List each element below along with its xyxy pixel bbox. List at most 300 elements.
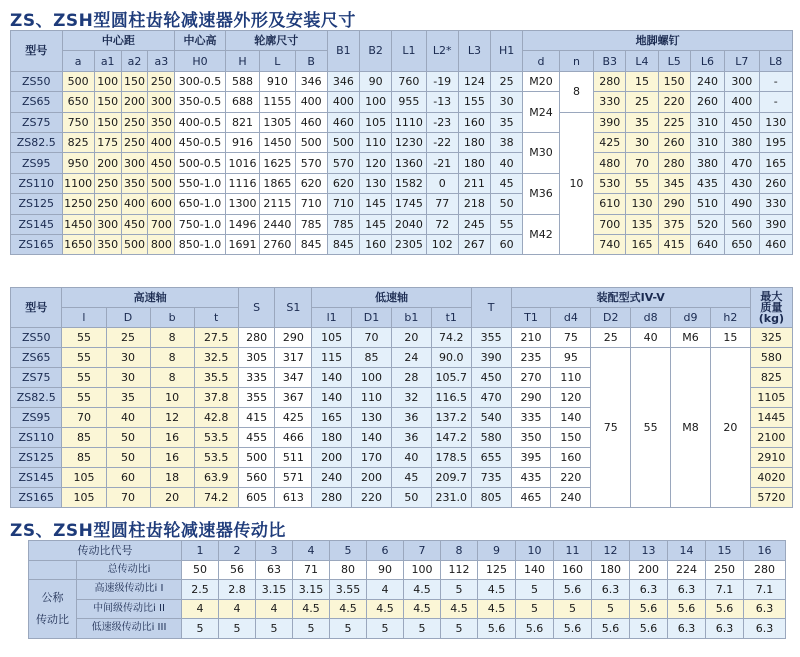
table-cell: 1110 <box>392 112 426 132</box>
row-model: ZS82.5 <box>11 388 62 408</box>
table-cell: 200 <box>94 153 121 173</box>
table-cell: 310 <box>690 132 724 152</box>
table-cell: 90.0 <box>431 348 471 368</box>
table-cell: 140 <box>551 408 591 428</box>
table-cell: 25 <box>491 71 523 91</box>
subheader-col: d <box>523 51 560 71</box>
table-cell: 490 <box>725 194 759 214</box>
table-cell: 450 <box>148 153 175 173</box>
table-cell: 55 <box>62 368 106 388</box>
table-cell: 42.8 <box>194 408 238 428</box>
table-row <box>29 560 786 580</box>
table-cell: 3.15 <box>256 580 293 600</box>
table-cell: 105 <box>62 488 106 508</box>
table-cell: 4 <box>367 580 404 600</box>
table-cell: 27.5 <box>194 328 238 348</box>
header-anchor-bolt: 地脚螺钉 <box>523 31 793 51</box>
header-max-weight <box>750 288 792 328</box>
subheader-col: D1 <box>352 308 392 328</box>
table-cell: 735 <box>471 468 511 488</box>
table-cell: 350 <box>121 173 148 193</box>
ratio-code: 1 <box>182 541 219 561</box>
table-cell: 20 <box>391 328 431 348</box>
table-cell: 350 <box>148 112 175 132</box>
table-cell: 25 <box>626 92 658 112</box>
table-cell: 1300 <box>225 194 259 214</box>
table-cell: 112 <box>441 560 478 580</box>
header-model: 型号 <box>11 31 63 72</box>
table-cell: 8 <box>150 348 194 368</box>
table-cell: 28 <box>391 368 431 388</box>
table-cell: 50 <box>182 560 219 580</box>
table-cell: 450 <box>471 368 511 388</box>
table-cell: 53.5 <box>194 448 238 468</box>
table-cell: 2.8 <box>219 580 256 600</box>
row-model: ZS165 <box>11 234 63 254</box>
bolt-d-cell: M42 <box>523 214 560 255</box>
subheader-col: L5 <box>658 51 690 71</box>
table-cell: 80 <box>330 560 367 580</box>
table-cell: 571 <box>275 468 312 488</box>
table-cell: 655 <box>471 448 511 468</box>
subheader-col: D2 <box>591 308 631 328</box>
table-cell: 7.1 <box>744 580 786 600</box>
subheader-col: H0 <box>175 51 225 71</box>
table-cell: 588 <box>225 71 259 91</box>
table-cell: 460 <box>759 234 793 254</box>
table-cell: 53.5 <box>194 428 238 448</box>
table-cell: 785 <box>295 214 327 234</box>
subheader-col: L8 <box>759 51 793 71</box>
table-cell: 5 <box>516 599 554 619</box>
table-cell: 120 <box>551 388 591 408</box>
table-cell: 90 <box>367 560 404 580</box>
table-cell: 3.15 <box>293 580 330 600</box>
table-cell: 260 <box>690 92 724 112</box>
table-cell: 390 <box>594 112 626 132</box>
table-cell: 77 <box>426 194 458 214</box>
table-cell: 90 <box>360 71 392 91</box>
table-cell: 137.2 <box>431 408 471 428</box>
table-cell: 455 <box>238 428 275 448</box>
table-cell: 45 <box>391 468 431 488</box>
table-cell: 250 <box>148 71 175 91</box>
table-cell: 180 <box>458 132 490 152</box>
table-cell: 225 <box>658 112 690 132</box>
shaft-table <box>10 287 793 508</box>
table-cell: 30 <box>491 92 523 112</box>
table-cell: 500 <box>148 173 175 193</box>
table-cell: 180 <box>312 428 352 448</box>
table-cell: 560 <box>725 214 759 234</box>
table-cell: 10 <box>150 388 194 408</box>
table-row <box>11 173 793 193</box>
table-cell: 50 <box>491 194 523 214</box>
unit-label: (kg) <box>758 312 785 325</box>
table-cell: 5 <box>441 619 478 639</box>
row-label: 高速级传动比i I <box>77 580 182 600</box>
table-cell: 220 <box>658 92 690 112</box>
ratio-code: 8 <box>441 541 478 561</box>
table-cell: 613 <box>275 488 312 508</box>
table-cell: 55 <box>626 173 658 193</box>
ratio-code: 16 <box>744 541 786 561</box>
table-cell: 5 <box>256 619 293 639</box>
nominal-ratio-label <box>29 580 77 639</box>
table-cell: 55 <box>62 348 106 368</box>
table-cell: 5 <box>182 619 219 639</box>
row-model: ZS95 <box>11 153 63 173</box>
table-cell: 180 <box>458 153 490 173</box>
table-cell: 380 <box>725 132 759 152</box>
table-cell: 4.5 <box>478 580 516 600</box>
table-cell: 4.5 <box>367 599 404 619</box>
max-weight-cell: 825 <box>750 368 792 388</box>
table-cell: 180 <box>592 560 630 580</box>
ratio-code: 13 <box>630 541 668 561</box>
max-weight-cell: 4020 <box>750 468 792 488</box>
table-cell: 5 <box>367 619 404 639</box>
assembly-merged-cell: 55 <box>631 348 671 508</box>
max-weight-cell: 2910 <box>750 448 792 468</box>
table-cell: 1450 <box>62 214 94 234</box>
table-cell: 224 <box>668 560 706 580</box>
table-cell: 231.0 <box>431 488 471 508</box>
table-cell: 510 <box>690 194 724 214</box>
table-cell: 150 <box>94 92 121 112</box>
table-cell: 290 <box>658 194 690 214</box>
subheader-col: L4 <box>626 51 658 71</box>
table-cell: 550-1.0 <box>175 173 225 193</box>
table-cell: 30 <box>106 368 150 388</box>
table-cell: 1496 <box>225 214 259 234</box>
table-cell: 1016 <box>225 153 259 173</box>
table-cell: 500 <box>327 132 359 152</box>
table-cell: 5.6 <box>554 619 592 639</box>
subheader-col: a <box>62 51 94 71</box>
table-cell: 56 <box>219 560 256 580</box>
table-cell: 145 <box>360 214 392 234</box>
table-cell: 160 <box>360 234 392 254</box>
table-cell: - <box>759 92 793 112</box>
table-cell: 124 <box>458 71 490 91</box>
header-center-height: 中心高 <box>175 31 225 51</box>
assembly-merged-cell: 75 <box>591 348 631 508</box>
table-cell: 260 <box>658 132 690 152</box>
header-col: L2* <box>426 31 458 72</box>
table-cell: 30 <box>626 132 658 152</box>
table-cell: 150 <box>551 428 591 448</box>
ratio-title: ZS、ZSH型圆柱齿轮减速器传动比 <box>10 521 286 541</box>
table-cell: 480 <box>594 153 626 173</box>
table-cell: 650 <box>725 234 759 254</box>
table-cell: 240 <box>551 488 591 508</box>
table-cell: 710 <box>295 194 327 214</box>
table-cell: - <box>759 71 793 91</box>
row-model: ZS65 <box>11 348 62 368</box>
table-cell: 74.2 <box>194 488 238 508</box>
table-cell: 270 <box>511 368 551 388</box>
bolt-n-cell: 8 <box>559 71 593 112</box>
table-cell: 4.5 <box>293 599 330 619</box>
table-cell: 105 <box>360 112 392 132</box>
table-cell: 1582 <box>392 173 426 193</box>
table-cell: 6.3 <box>668 619 706 639</box>
table-cell: 570 <box>327 153 359 173</box>
table-cell: -23 <box>426 112 458 132</box>
table-cell: 165 <box>626 234 658 254</box>
header-model: 型号 <box>11 288 62 328</box>
table-cell: 435 <box>511 468 551 488</box>
header-S: S <box>238 288 275 328</box>
subheader-col: h2 <box>710 308 750 328</box>
table-cell: 250 <box>94 194 121 214</box>
assembly-cell: 25 <box>591 328 631 348</box>
table-cell: 16 <box>150 428 194 448</box>
table-cell: 511 <box>275 448 312 468</box>
table-cell: 5 <box>330 619 367 639</box>
table-cell: 5.6 <box>630 599 668 619</box>
table-cell: 50 <box>391 488 431 508</box>
row-label: 低速级传动比i III <box>77 619 182 639</box>
table-cell: 120 <box>360 153 392 173</box>
table-cell: 60 <box>491 234 523 254</box>
row-model: ZS145 <box>11 468 62 488</box>
table-cell: 140 <box>352 428 392 448</box>
ratio-code: 3 <box>256 541 293 561</box>
table-row <box>11 348 793 368</box>
blank-cell <box>29 560 77 580</box>
table-cell: 50 <box>106 428 150 448</box>
table-cell: 310 <box>690 112 724 132</box>
table-cell: 140 <box>312 368 352 388</box>
ratio-code: 4 <box>293 541 330 561</box>
group-label: 公称 <box>41 591 64 605</box>
table-cell: 1116 <box>225 173 259 193</box>
table-cell: 125 <box>478 560 516 580</box>
subheader-col: l1 <box>312 308 352 328</box>
table-cell: 130 <box>626 194 658 214</box>
table-cell: 335 <box>238 368 275 388</box>
table-cell: 346 <box>327 71 359 91</box>
row-label: 总传动比i <box>77 560 182 580</box>
subheader-col: b1 <box>391 308 431 328</box>
table-cell: 175 <box>94 132 121 152</box>
table-cell: 100 <box>94 71 121 91</box>
table-cell: 40 <box>491 153 523 173</box>
table-cell: 500 <box>295 132 327 152</box>
row-model: ZS50 <box>11 328 62 348</box>
table-cell: 821 <box>225 112 259 132</box>
table-cell: 102 <box>426 234 458 254</box>
table-row <box>11 132 793 152</box>
table-row <box>11 92 793 112</box>
table-cell: 63 <box>256 560 293 580</box>
table-row <box>11 71 793 91</box>
table-cell: 71 <box>293 560 330 580</box>
table-cell: 470 <box>471 388 511 408</box>
table-cell: 40 <box>391 448 431 468</box>
dimensions-table <box>10 30 793 255</box>
table-cell: 70 <box>352 328 392 348</box>
header-col: B1 <box>327 31 359 72</box>
table-cell: 700 <box>594 214 626 234</box>
table-cell: 18 <box>150 468 194 488</box>
subheader-col: D <box>106 308 150 328</box>
table-cell: 4.5 <box>441 599 478 619</box>
table-cell: 740 <box>594 234 626 254</box>
table-cell: 540 <box>471 408 511 428</box>
table-cell: 4.5 <box>404 580 441 600</box>
assembly-cell: M6 <box>671 328 711 348</box>
table-cell: 620 <box>295 173 327 193</box>
table-cell: 5 <box>441 580 478 600</box>
table-cell: 600 <box>148 194 175 214</box>
subheader-col: t <box>194 308 238 328</box>
table-cell: 355 <box>238 388 275 408</box>
table-cell: 75 <box>551 328 591 348</box>
table-cell: 347 <box>275 368 312 388</box>
table-cell: 1691 <box>225 234 259 254</box>
table-cell: 1450 <box>260 132 295 152</box>
table-cell: 70 <box>62 408 106 428</box>
table-cell: 640 <box>690 234 724 254</box>
table-cell: 950 <box>62 153 94 173</box>
table-cell: 72 <box>426 214 458 234</box>
table-cell: 178.5 <box>431 448 471 468</box>
table-cell: 350 <box>511 428 551 448</box>
table-cell: 32.5 <box>194 348 238 368</box>
subheader-col: a2 <box>121 51 148 71</box>
table-cell: 845 <box>295 234 327 254</box>
table-cell: 25 <box>106 328 150 348</box>
subheader-col: B <box>295 51 327 71</box>
table-cell: 150 <box>121 71 148 91</box>
table-cell: -19 <box>426 71 458 91</box>
table-cell: 16 <box>150 448 194 468</box>
table-cell: 330 <box>594 92 626 112</box>
table-cell: 1745 <box>392 194 426 214</box>
table-cell: 105.7 <box>431 368 471 388</box>
table-row <box>29 619 786 639</box>
table-cell: 5.6 <box>554 580 592 600</box>
table-cell: 110 <box>352 388 392 408</box>
table-cell: 845 <box>327 234 359 254</box>
bolt-d-cell: M30 <box>523 132 560 173</box>
table-cell: -21 <box>426 153 458 173</box>
table-cell: 200 <box>352 468 392 488</box>
table-cell: 37.8 <box>194 388 238 408</box>
table-cell: 5.6 <box>516 619 554 639</box>
table-cell: 195 <box>759 132 793 152</box>
row-model: ZS65 <box>11 92 63 112</box>
table-cell: 415 <box>658 234 690 254</box>
table-cell: 3.55 <box>330 580 367 600</box>
table-cell: 63.9 <box>194 468 238 488</box>
table-cell: 345 <box>658 173 690 193</box>
table-cell: 100 <box>360 92 392 112</box>
table-cell: 6.3 <box>744 619 786 639</box>
table-cell: 650 <box>62 92 94 112</box>
table-cell: 425 <box>275 408 312 428</box>
table-cell: 520 <box>690 214 724 234</box>
table-cell: 395 <box>511 448 551 468</box>
table-cell: 650-1.0 <box>175 194 225 214</box>
table-cell: 5 <box>592 599 630 619</box>
table-cell: 105 <box>312 328 352 348</box>
row-model: ZS50 <box>11 71 63 91</box>
ratio-code: 5 <box>330 541 367 561</box>
subheader-col: d4 <box>551 308 591 328</box>
table-cell: 85 <box>352 348 392 368</box>
table-cell: 1230 <box>392 132 426 152</box>
table-cell: 35 <box>106 388 150 408</box>
table-row <box>11 214 793 234</box>
table-cell: 250 <box>121 132 148 152</box>
subheader-col: b <box>150 308 194 328</box>
table-cell: 367 <box>275 388 312 408</box>
table-cell: 0 <box>426 173 458 193</box>
table-cell: 350 <box>94 234 121 254</box>
ratio-code: 6 <box>367 541 404 561</box>
table-cell: 530 <box>594 173 626 193</box>
table-cell: 115 <box>312 348 352 368</box>
table-cell: 5.6 <box>478 619 516 639</box>
table-cell: 140 <box>312 388 352 408</box>
table-cell: 140 <box>516 560 554 580</box>
max-weight-cell: 325 <box>750 328 792 348</box>
max-label: 最大 <box>760 290 783 303</box>
table-cell: 425 <box>594 132 626 152</box>
table-cell: 165 <box>312 408 352 428</box>
row-model: ZS75 <box>11 112 63 132</box>
header-T: T <box>471 288 511 328</box>
table-cell: 560 <box>238 468 275 488</box>
max-weight-cell: 1445 <box>750 408 792 428</box>
bolt-d-cell: M24 <box>523 92 560 133</box>
header-col: L3 <box>458 31 490 72</box>
table-cell: 45 <box>491 173 523 193</box>
table-cell: 267 <box>458 234 490 254</box>
table-cell: 150 <box>94 112 121 132</box>
table-cell: 110 <box>360 132 392 152</box>
table-cell: 500 <box>238 448 275 468</box>
table-cell: 5 <box>404 619 441 639</box>
table-cell: 35 <box>626 112 658 132</box>
table-cell: 465 <box>511 488 551 508</box>
table-cell: 7.1 <box>706 580 744 600</box>
table-cell: 6.3 <box>744 599 786 619</box>
subheader-col: a1 <box>94 51 121 71</box>
table-cell: 620 <box>327 173 359 193</box>
table-cell: 60 <box>106 468 150 488</box>
table-cell: 1625 <box>260 153 295 173</box>
table-cell: 85 <box>62 428 106 448</box>
table-cell: 335 <box>511 408 551 428</box>
table-cell: 400 <box>327 92 359 112</box>
table-cell: 150 <box>658 71 690 91</box>
table-cell: 466 <box>275 428 312 448</box>
table-cell: 305 <box>238 348 275 368</box>
table-cell: 155 <box>458 92 490 112</box>
table-cell: 5.6 <box>592 619 630 639</box>
ratio-code: 10 <box>516 541 554 561</box>
subheader-col: d9 <box>671 308 711 328</box>
table-cell: 435 <box>690 173 724 193</box>
table-cell: 760 <box>392 71 426 91</box>
table-cell: 955 <box>392 92 426 112</box>
table-cell: 116.5 <box>431 388 471 408</box>
